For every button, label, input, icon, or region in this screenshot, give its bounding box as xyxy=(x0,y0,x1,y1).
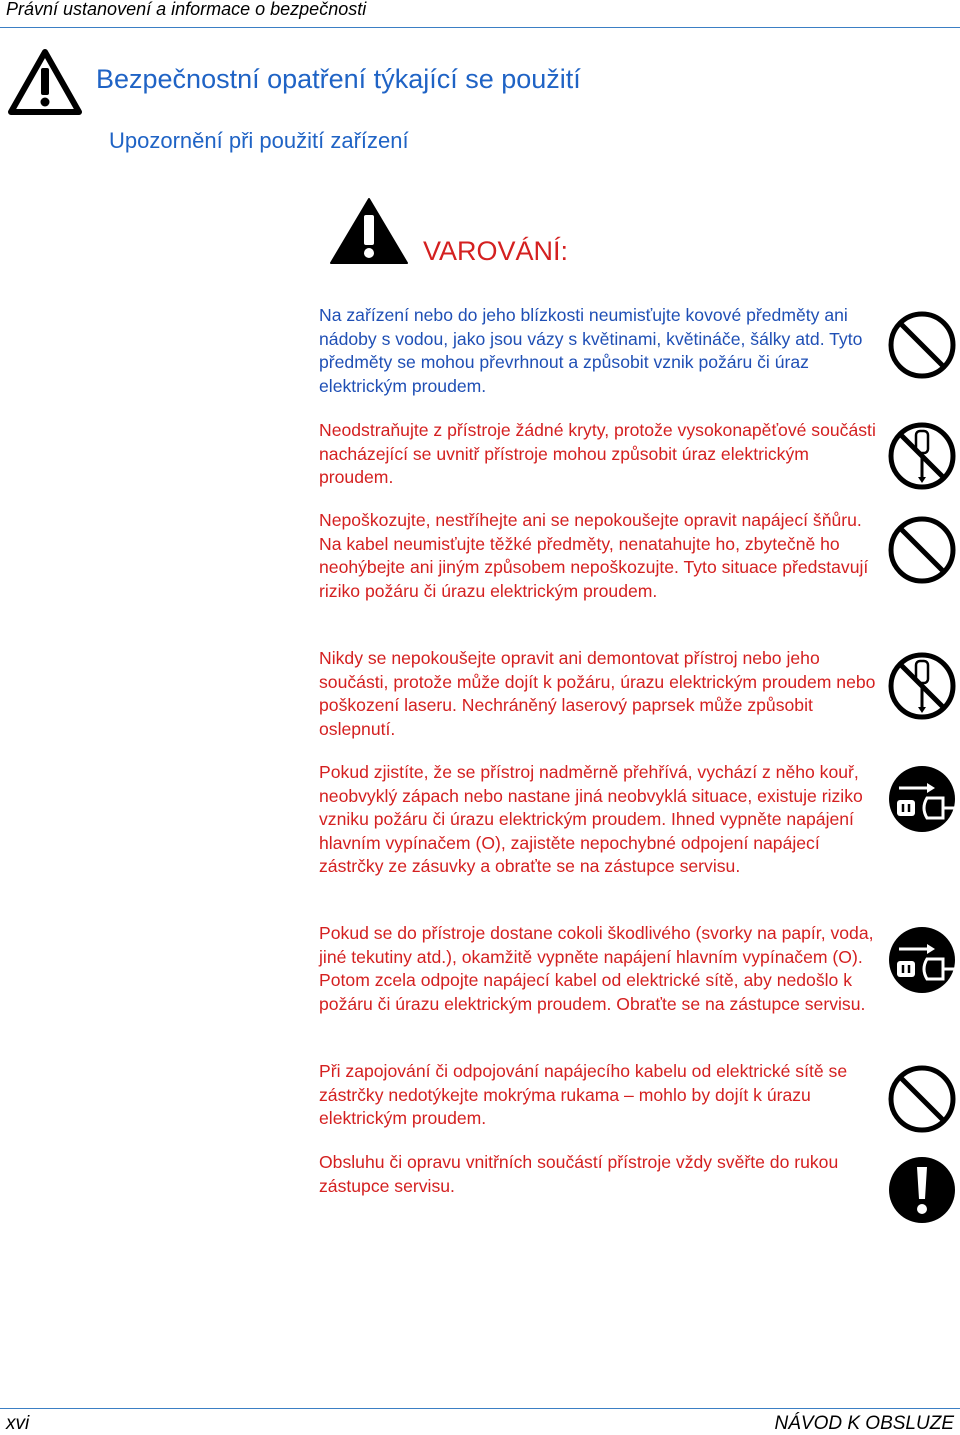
section-subtitle: Upozornění při použití zařízení xyxy=(109,128,409,153)
prohibition-icon xyxy=(887,1064,957,1134)
safety-paragraph: Nikdy se nepokoušejte opravit ani demontovat přístroj nebo jeho součásti, protože může dojít k požáru, úrazu elektrickým proudem nebo poškození laseru. Nechráněný laserový paprsek může způsobit oslepnutí. xyxy=(319,648,876,739)
section-header: Právní ustanovení a informace o bezpečnosti xyxy=(6,0,367,19)
footer-divider xyxy=(0,1408,960,1409)
safety-paragraph: Nepoškozujte, nestříhejte ani se nepokoušejte opravit napájecí šňůru. Na kabel neumisťujte těžké předměty, nenatahujte ho, zbytečně ho neohýbejte ani jiným způsobem nepoškozujte. Tyto situace představují riziko požáru či úrazu elektrickým proudem. xyxy=(319,510,869,601)
safety-paragraph: Neodstraňujte z přístroje žádné kryty, protože vysokonapěťové součásti nacházející se uvnitř přístroje mohou způsobit úraz elektrickým proudem. xyxy=(319,420,876,488)
page-number: xvi xyxy=(6,1413,30,1434)
safety-paragraph: Při zapojování či odpojování napájecího kabelu od elektrické sítě se zástrčky nedotýkejte mokrýma rukama – mohlo by dojít k úrazu elektrickým proudem. xyxy=(319,1061,848,1129)
prohibition-icon xyxy=(887,515,957,585)
warning-label: VAROVÁNÍ: xyxy=(423,236,569,266)
warning-triangle-icon xyxy=(7,48,83,116)
unplug-icon xyxy=(887,764,957,834)
no-disassembly-icon xyxy=(887,651,957,721)
manual-title: NÁVOD K OBSLUZE xyxy=(774,1413,954,1434)
prohibition-icon xyxy=(887,310,957,380)
mandatory-action-icon xyxy=(887,1155,957,1225)
safety-paragraph: Na zařízení nebo do jeho blízkosti neumisťujte kovové předměty ani nádoby s vodou, jako jsou vázy s květinami, květináče, šálky atd. Tyto předměty se mohou převrhnout a způsobit vznik požáru či úraz elektrickým proudem. xyxy=(319,305,863,396)
warning-triangle-icon xyxy=(329,197,409,265)
safety-paragraph: Obsluhu či opravu vnitřních součástí přístroje vždy svěřte do rukou zástupce servisu. xyxy=(319,1152,839,1196)
unplug-icon xyxy=(887,925,957,995)
safety-paragraph: Pokud se do přístroje dostane cokoli škodlivého (svorky na papír, voda, jiné tekutiny atd.), okamžitě vypněte napájení hlavním vypínačem (O). Potom zcela odpojte napájecí kabel od elektrické sítě, aby nedošlo k požáru či úrazu elektrickým proudem. Obraťte se na zástupce servisu. xyxy=(319,923,874,1014)
page-title: Bezpečnostní opatření týkající se použití xyxy=(96,64,581,94)
no-disassembly-icon xyxy=(887,421,957,491)
safety-paragraph: Pokud zjistíte, že se přístroj nadměrně přehřívá, vychází z něho kouř, neobvyklý zápach nebo nastane jiná neobvyklá situace, existuje riziko vzniku požáru či úrazu elektrickým proudem. Ihned vypněte napájení hlavním vypínačem (O), zajistěte nepochybné odpojení napájecí zástrčky ze zásuvky a obraťte se na zástupce servisu. xyxy=(319,762,863,877)
header-divider xyxy=(0,27,960,28)
